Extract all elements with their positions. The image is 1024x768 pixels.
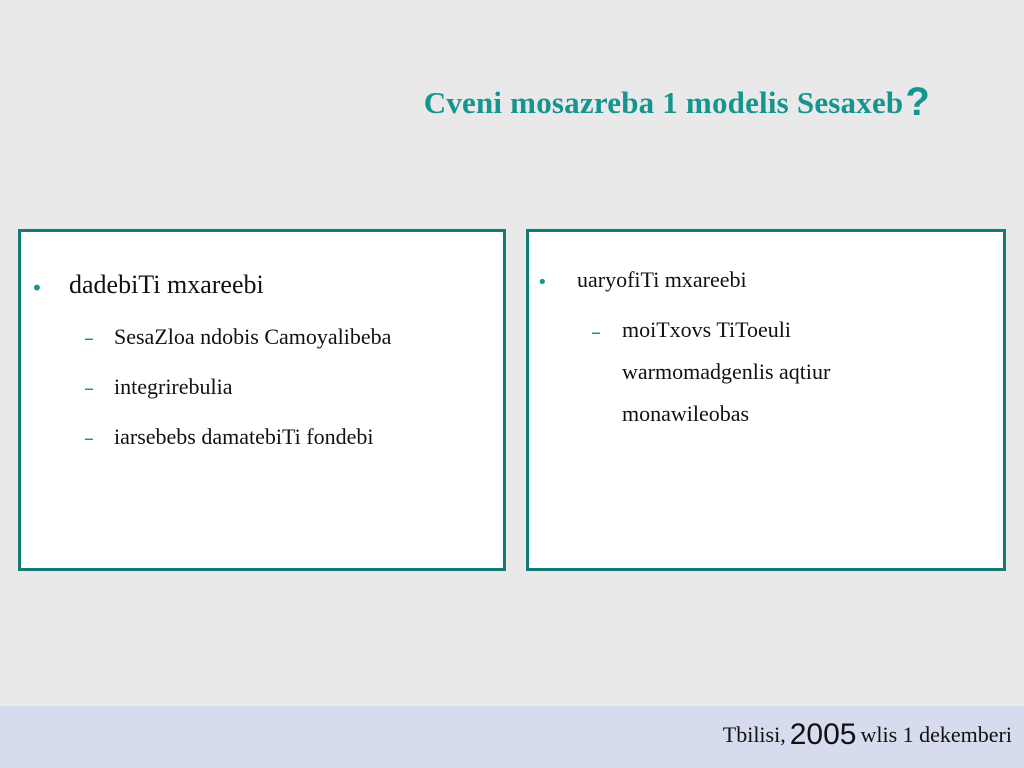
dash-icon: – [84,426,94,450]
list-item-line: warmomadgenlis aqtiur [622,359,831,384]
list-item-line: monawileobas [622,401,750,426]
bullet-icon: • [537,272,548,293]
list-item: iarsebebs damatebiTi fondebi [114,424,374,449]
footer-text [723,716,1012,750]
footer-date: wlis 1 dekemberi [860,722,1012,747]
title-question-mark: ? [905,80,930,124]
footer-band [0,706,1024,768]
positive-sides-box [18,229,506,571]
bullet-icon: • [31,276,43,300]
dash-icon: – [84,326,94,350]
list-item-line: moiTxovs TiToeuli [622,317,791,342]
slide-title [330,78,930,123]
negative-sides-box [526,229,1006,571]
footer-year: 2005 [789,718,857,751]
negative-sides-heading: uaryofiTi mxareebi [577,267,747,292]
slide-title-text: Cveni mosazreba 1 modelis Sesaxeb [423,85,904,120]
footer-city: Tbilisi, [722,722,786,747]
list-item: integrirebulia [114,374,233,399]
dash-icon: – [591,320,601,344]
dash-icon: – [84,376,94,400]
list-item: SesaZloa ndobis Camoyalibeba [114,324,392,349]
positive-sides-heading: dadebiTi mxareebi [69,270,264,299]
